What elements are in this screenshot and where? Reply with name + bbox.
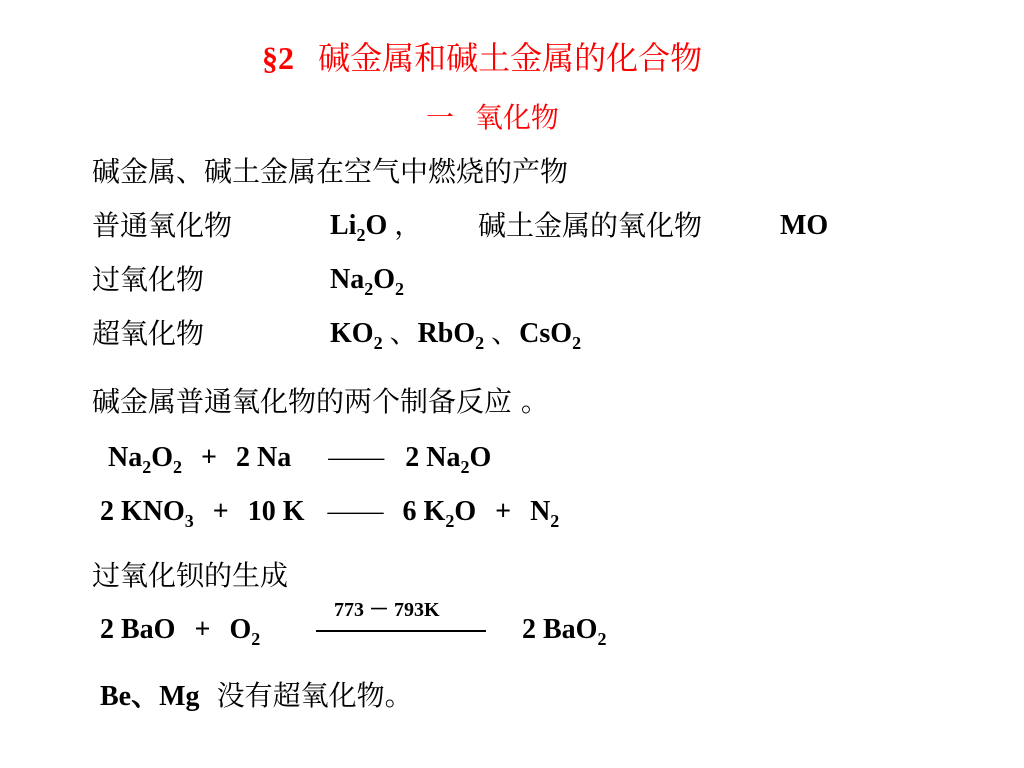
- reaction-arrow-line: [316, 630, 486, 632]
- reaction-2: 2 $KNO_3 + 10$ K —— 6 $K_2O + N_2$: [100, 496, 560, 531]
- section-number: §2: [262, 40, 294, 76]
- bao2-heading: 过氧化钡的生成: [92, 559, 289, 592]
- reaction-1: $Na_2O_2 + 2$ Na —— 2 $Na_2O$: [108, 442, 492, 477]
- note-text: 没有超氧化物。: [216, 679, 413, 712]
- reaction-arrow: ——: [328, 442, 385, 473]
- prep-heading: 碱金属普通氧化物的两个制备反应 。: [92, 385, 549, 418]
- superoxide-formulas: $KO_2$ 、RbO$_2$ 、CsO$_2$: [330, 318, 582, 353]
- alkaline-oxide-label: 碱土金属的氧化物: [478, 209, 703, 242]
- alkaline-oxide-formula: MO: [780, 210, 829, 241]
- title-text: 碱金属和碱土金属的化合物: [318, 39, 703, 77]
- subtitle-number: 一: [426, 101, 455, 134]
- reaction-arrow: ——: [327, 496, 384, 527]
- peroxide-formula: $Na_2O_2$: [330, 264, 405, 299]
- intro-text: 碱金属、碱土金属在空气中燃烧的产物: [92, 155, 569, 188]
- superoxide-formula: $KO_2$: [330, 318, 383, 353]
- normal-oxide-formula: $Li_2O$ ，: [330, 210, 423, 245]
- closing-note: [100, 679, 413, 712]
- note-elements: Be、Mg: [100, 681, 200, 712]
- reaction-3-reactants: 2 BaO + $O_2$: [100, 614, 261, 649]
- superoxide-formula: RbO$_2$: [417, 318, 485, 353]
- subtitle: [426, 101, 559, 134]
- reaction-condition: 773 － 793K: [334, 599, 440, 621]
- page-title: [262, 39, 703, 77]
- normal-oxide-sep: ，: [394, 210, 423, 241]
- superoxide-formula: CsO$_2$: [519, 318, 582, 353]
- reaction-3-product: 2 BaO$_2$: [522, 614, 607, 649]
- subtitle-text: 氧化物: [474, 101, 559, 134]
- normal-oxide-label: 普通氧化物: [92, 209, 233, 242]
- superoxide-label: 超氧化物: [92, 317, 205, 350]
- peroxide-label: 过氧化物: [92, 263, 205, 296]
